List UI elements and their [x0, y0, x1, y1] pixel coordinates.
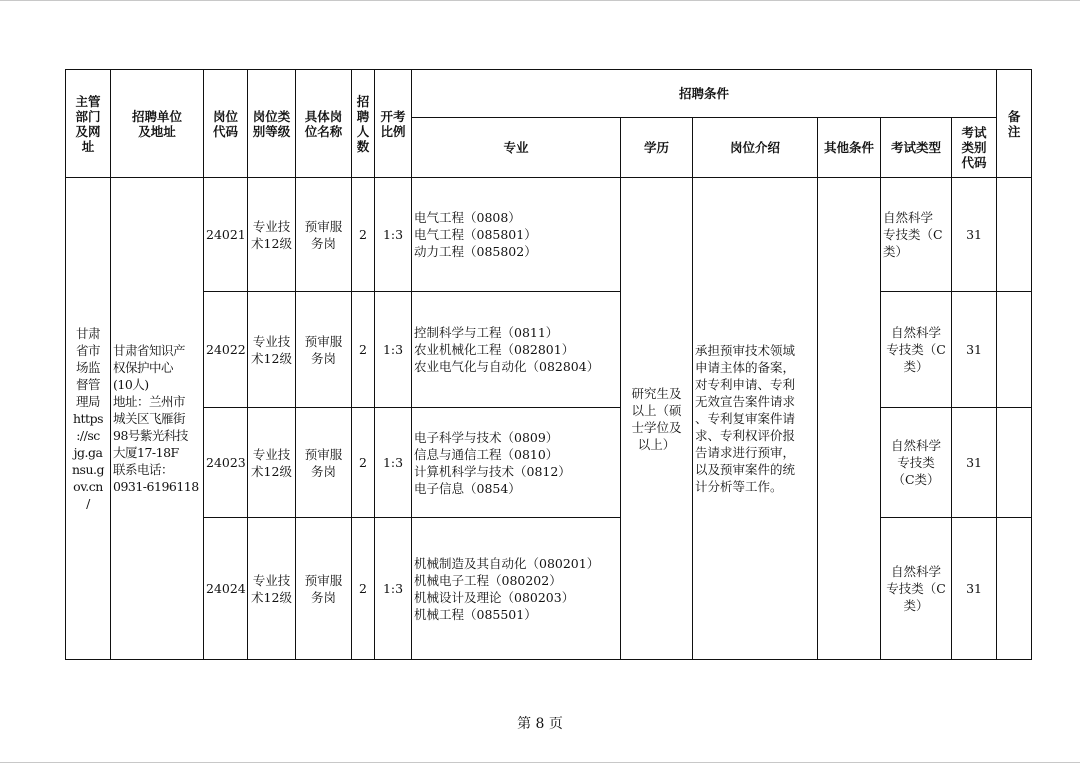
note-cell: [997, 518, 1032, 660]
dept-cell: 甘肃 省市 场监 督管 理局 https ://sc jg.ga nsu.g ov.cn /: [66, 178, 111, 660]
header-education: 学历: [621, 118, 693, 178]
post-grade-cell: 专业技 术12级: [248, 518, 296, 660]
post-grade-cell: 专业技 术12级: [248, 408, 296, 518]
exam-type-cell: 自然科学 专技类（C 类）: [881, 292, 952, 408]
education-cell: 研究生及 以上（硕 士学位及 以上）: [621, 178, 693, 660]
count-cell: 2: [352, 292, 375, 408]
post-grade-cell: 专业技 术12级: [248, 178, 296, 292]
post-name-cell: 预审服 务岗: [296, 408, 352, 518]
header-row-1: [66, 70, 1032, 118]
unit-cell: 甘肃省知识产 权保护中心 (10人) 地址：兰州市 城关区飞雁街 98号紫光科技 大厦17-18F 联系电话： 0931-6196118: [111, 178, 204, 660]
count-cell: 2: [352, 408, 375, 518]
intro-cell: 承担预审技术领域 申请主体的备案， 对专利申请、专利 无效宣告案件请求 、专利复审案件请 求、专利权评价报 告请求进行预审， 以及预审案件的统 计分析等工作。: [693, 178, 818, 660]
header-major: 专业: [412, 118, 621, 178]
exam-code-cell: 31: [952, 518, 997, 660]
major-cell: 电子科学与技术（0809） 信息与通信工程（0810） 计算机科学与技术（0812） 电子信息（0854）: [412, 408, 621, 518]
post-name-cell: 预审服 务岗: [296, 178, 352, 292]
table-row: [66, 408, 1032, 518]
ratio-cell: 1:3: [375, 292, 412, 408]
note-cell: [997, 292, 1032, 408]
post-name-cell: 预审服 务岗: [296, 292, 352, 408]
post-code-cell: 24022: [204, 292, 248, 408]
recruitment-table: [65, 69, 1032, 660]
header-conditions: 招聘条件: [412, 70, 997, 118]
ratio-cell: 1:3: [375, 178, 412, 292]
header-ratio: 开考 比例: [375, 70, 412, 178]
count-cell: 2: [352, 518, 375, 660]
header-exam-type: 考试类型: [881, 118, 952, 178]
post-code-cell: 24024: [204, 518, 248, 660]
exam-code-cell: 31: [952, 408, 997, 518]
post-name-cell: 预审服 务岗: [296, 518, 352, 660]
page-number: 第 8 页: [517, 716, 563, 732]
exam-type-cell: 自然科学 专技类（C 类）: [881, 178, 952, 292]
exam-type-cell: 自然科学 专技类（C 类）: [881, 518, 952, 660]
header-grade: 岗位类 别等级: [248, 70, 296, 178]
major-cell: 机械制造及其自动化（080201） 机械电子工程（080202） 机械设计及理论（080203） 机械工程（085501）: [412, 518, 621, 660]
other-conditions-cell: [818, 178, 881, 660]
exam-type-cell: 自然科学 专技类 （C类）: [881, 408, 952, 518]
header-post: 具体岗 位名称: [296, 70, 352, 178]
header-code: 岗位 代码: [204, 70, 248, 178]
exam-code-cell: 31: [952, 292, 997, 408]
header-other: 其他条件: [818, 118, 881, 178]
exam-code-cell: 31: [952, 178, 997, 292]
header-note: 备 注: [997, 70, 1032, 178]
header-dept: 主管 部门 及网 址: [66, 70, 111, 178]
header-intro: 岗位介绍: [693, 118, 818, 178]
post-code-cell: 24023: [204, 408, 248, 518]
major-cell: 控制科学与工程（0811） 农业机械化工程（082801） 农业电气化与自动化（082804）: [412, 292, 621, 408]
note-cell: [997, 178, 1032, 292]
post-code-cell: 24021: [204, 178, 248, 292]
ratio-cell: 1:3: [375, 518, 412, 660]
page-edge-top: [0, 0, 1080, 1]
post-grade-cell: 专业技 术12级: [248, 292, 296, 408]
ratio-cell: 1:3: [375, 408, 412, 518]
header-count: 招 聘 人 数: [352, 70, 375, 178]
table-row: [66, 178, 1032, 292]
table-row: [66, 292, 1032, 408]
note-cell: [997, 408, 1032, 518]
header-unit: 招聘单位 及地址: [111, 70, 204, 178]
major-cell: 电气工程（0808） 电气工程（085801） 动力工程（085802）: [412, 178, 621, 292]
count-cell: 2: [352, 178, 375, 292]
table-row: [66, 518, 1032, 660]
header-exam-code: 考试 类别 代码: [952, 118, 997, 178]
